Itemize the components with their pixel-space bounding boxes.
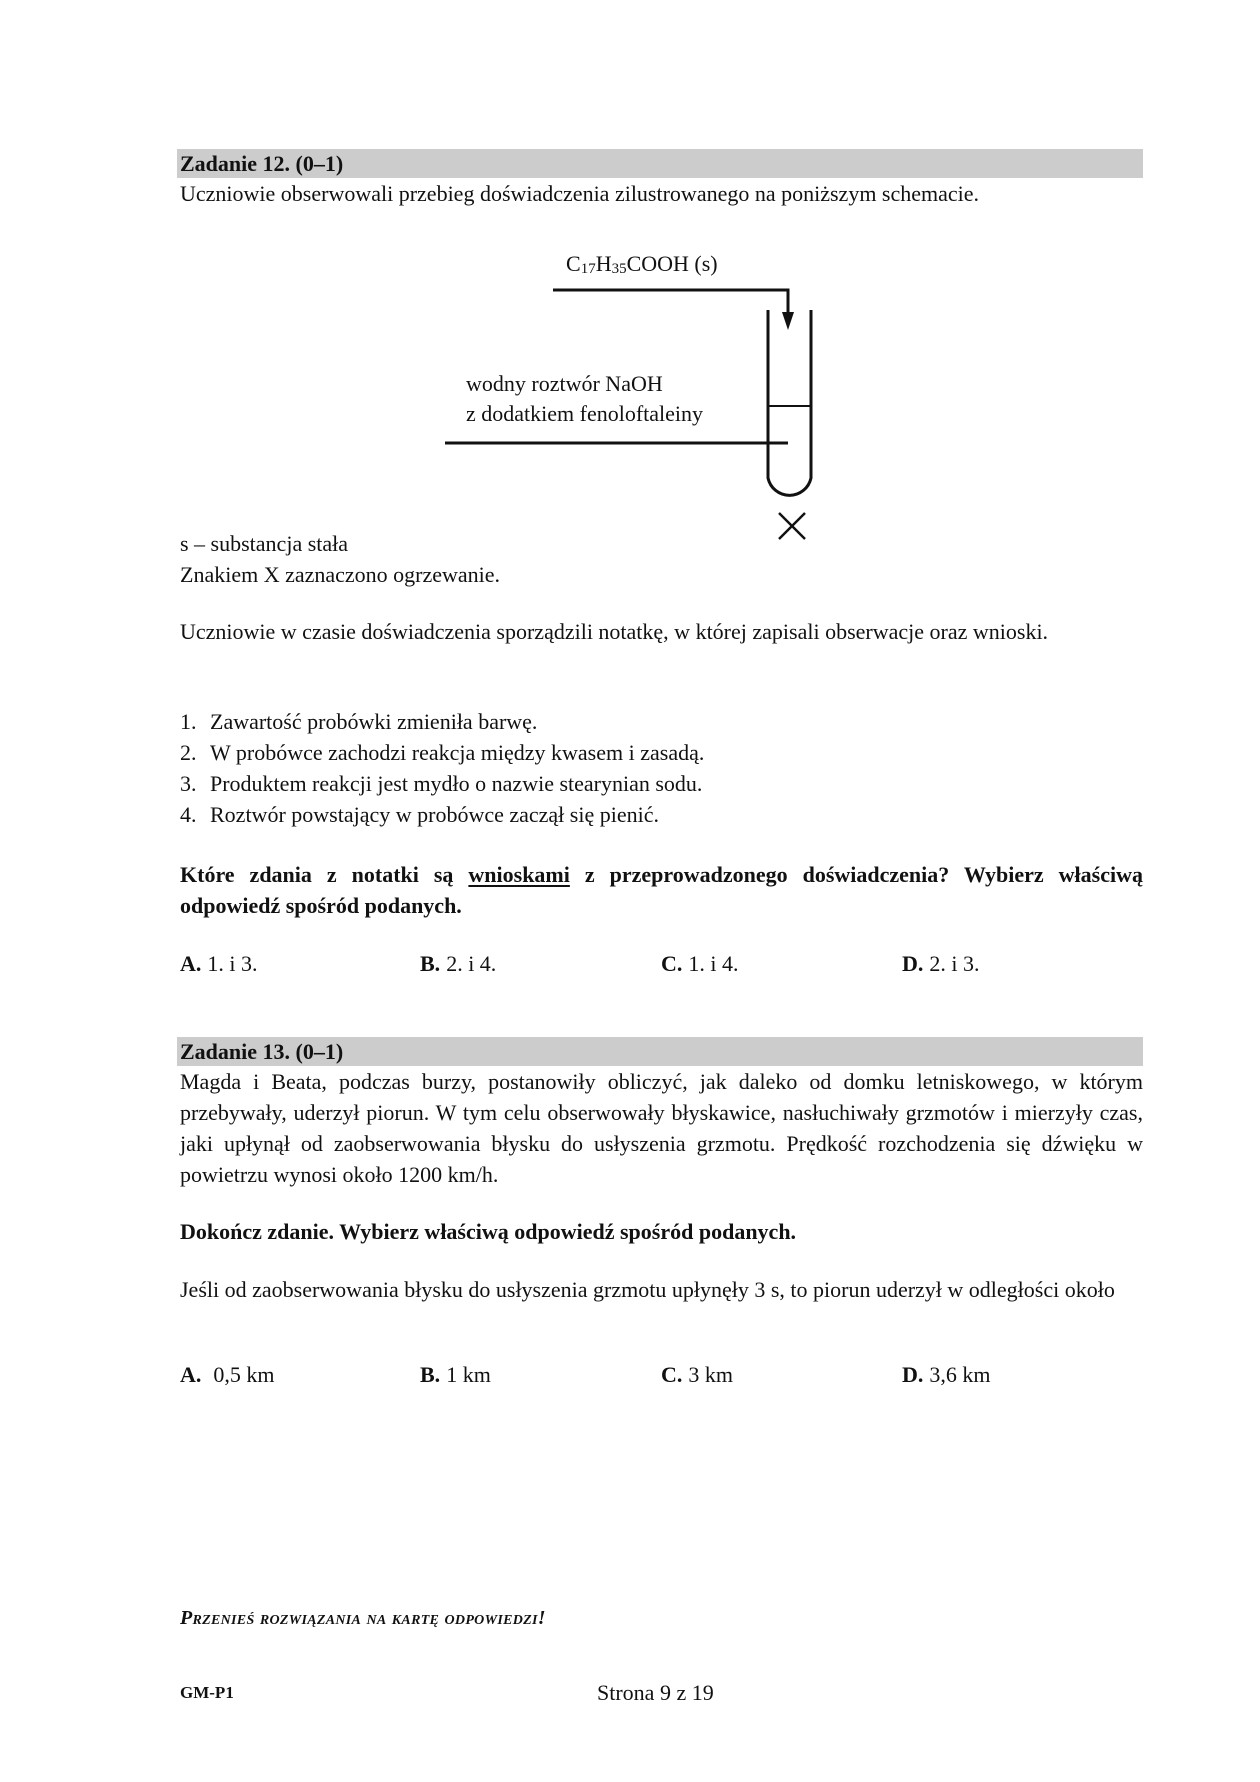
answer-text: 0,5 km: [213, 1362, 275, 1387]
answer-text: 1. i 3.: [207, 951, 258, 976]
task-13-answer-d[interactable]: [902, 1360, 991, 1390]
solution-label-line2: z dodatkiem fenoloftaleiny: [466, 401, 704, 426]
statement-1: [180, 706, 537, 737]
arrow-head-icon: [782, 312, 794, 330]
statement-number: 3.: [180, 771, 197, 796]
task-13-header: Zadanie 13. (0–1): [180, 1039, 344, 1064]
statement-text: Roztwór powstający w probówce zaczął się pienić.: [210, 802, 659, 827]
statement-number: 4.: [180, 802, 197, 827]
formula-sub-17: 17: [580, 261, 596, 277]
task-13-answer-a[interactable]: [180, 1360, 275, 1390]
solution-label-line1: wodny roztwór NaOH: [466, 371, 663, 396]
formula-rest: COOH (s): [626, 251, 718, 276]
legend-solid: s – substancja stała: [180, 531, 349, 556]
answer-text: 2. i 4.: [446, 951, 497, 976]
task-12-question: [180, 859, 1143, 921]
page-number: Strona 9 z 19: [597, 1680, 714, 1705]
formula-h: H: [595, 251, 612, 276]
answer-letter: D.: [902, 951, 924, 976]
legend-heating: Znakiem X zaznaczono ogrzewanie.: [180, 562, 501, 587]
answer-letter: C.: [661, 951, 683, 976]
experiment-diagram: [0, 0, 1260, 560]
question-text-end: z przeprowadzonego doświadczenia? Wybierz właściwą odpowiedź spośród podanych.: [180, 862, 1143, 918]
task-13-instruction: Dokończ zdanie. Wybierz właściwą odpowiedź spośród podanych.: [180, 1219, 797, 1244]
task-12-header-bar: [177, 149, 1143, 178]
task-12-answer-c[interactable]: [661, 949, 739, 979]
task-13-answer-c[interactable]: [661, 1360, 733, 1390]
statement-2: [180, 737, 704, 768]
statement-text: Zawartość probówki zmieniła barwę.: [210, 709, 538, 734]
answer-letter: A.: [180, 951, 202, 976]
task-12-answer-b[interactable]: [420, 949, 496, 979]
task-12-header: Zadanie 12. (0–1): [180, 151, 344, 176]
statement-3: [180, 768, 702, 799]
answer-letter: A.: [180, 1362, 202, 1387]
answer-text: 1 km: [446, 1362, 491, 1387]
task-13-intro: Magda i Beata, podczas burzy, postanowiły obliczyć, jak daleko od domku letniskowego, w którym przebywały, uderzył piorun. W tym celu obserwowały błyskawice, nasłuchiwały grzmotów i mierzyły czas, jaki upłynął od zaobserwowania błysku do usłyszenia grzmotu. Prędkość rozchodzenia się dźwięku w powietrzu wynosi około 1200 km/h.: [180, 1069, 1143, 1187]
reagent-formula: [566, 248, 718, 285]
answer-text: 1. i 4.: [688, 951, 739, 976]
exam-code: GM-P1: [180, 1683, 234, 1702]
reagent-pointer-line: [553, 290, 788, 322]
answer-letter: C.: [661, 1362, 683, 1387]
answer-letter: B.: [420, 1362, 441, 1387]
test-tube-drawing: [0, 0, 1260, 560]
task-12-answer-d[interactable]: [902, 949, 980, 979]
formula-sub-35: 35: [611, 261, 627, 277]
transfer-answers-note: Przenieś rozwiązania na kartę odpowiedzi!: [180, 1607, 546, 1629]
question-underlined-word: wnioskami: [468, 862, 570, 887]
answer-text: 2. i 3.: [929, 951, 980, 976]
answer-text: 3 km: [688, 1362, 734, 1387]
statement-number: 2.: [180, 740, 197, 765]
statement-number: 1.: [180, 709, 197, 734]
answer-letter: D.: [902, 1362, 924, 1387]
question-text-start: Które zdania z notatki są: [180, 862, 469, 887]
answer-letter: B.: [420, 951, 441, 976]
test-tube-icon: [768, 310, 811, 495]
task-13-header-bar: [177, 1037, 1143, 1066]
note-intro: Uczniowie w czasie doświadczenia sporządzili notatkę, w której zapisali obserwacje oraz wnioski.: [180, 619, 1049, 644]
formula-c: C: [566, 251, 581, 276]
statement-text: W probówce zachodzi reakcja między kwasem i zasadą.: [210, 740, 705, 765]
statement-4: [180, 799, 659, 830]
task-12-intro: Uczniowie obserwowali przebieg doświadczenia zilustrowanego na poniższym schemacie.: [180, 181, 980, 206]
task-13-answer-b[interactable]: [420, 1360, 491, 1390]
task-12-answer-a[interactable]: [180, 949, 258, 979]
answer-text: 3,6 km: [929, 1362, 991, 1387]
task-13-sentence: Jeśli od zaobserwowania błysku do usłyszenia grzmotu upłynęły 3 s, to piorun uderzył w odległości około: [180, 1277, 1115, 1302]
statement-text: Produktem reakcji jest mydło o nazwie stearynian sodu.: [210, 771, 703, 796]
